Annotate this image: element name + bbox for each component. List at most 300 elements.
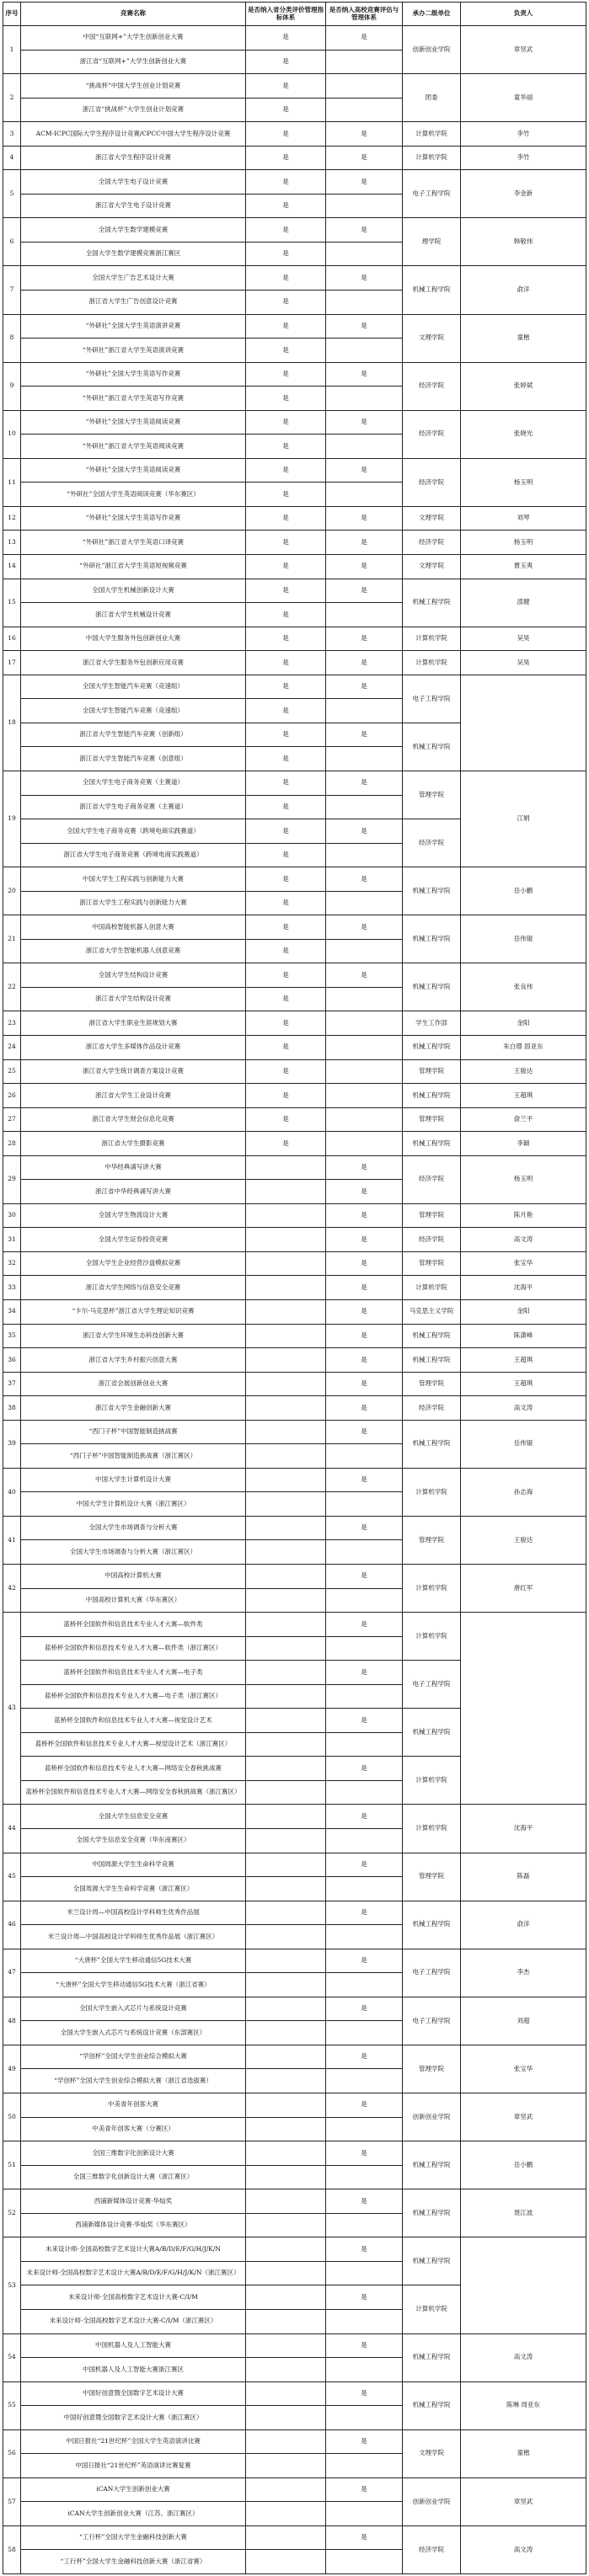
university-assessment-flag	[326, 1132, 403, 1156]
competition-name: 中华经典诵写讲大赛	[21, 1155, 246, 1180]
provincial-index-flag: 是	[246, 483, 326, 507]
table-row	[3, 1299, 586, 1324]
row-number: 15	[3, 579, 21, 627]
university-assessment-flag: 是	[326, 963, 403, 988]
owner: 杨玉明	[461, 1155, 586, 1203]
row-number: 26	[3, 1084, 21, 1108]
table-row	[3, 555, 586, 579]
host-unit: 机械工程学院	[403, 1132, 461, 1156]
owner: 李杰	[461, 1949, 586, 1997]
owner: 沈海平	[461, 1276, 586, 1300]
host-unit: 管理学院	[403, 1251, 461, 1276]
university-assessment-flag: 是	[326, 122, 403, 147]
university-assessment-flag: 是	[326, 1997, 403, 2021]
host-unit: 管理学院	[403, 2045, 461, 2093]
owner: 吴昊	[461, 651, 586, 675]
competition-name: 浙江省大学生职业生涯规划大赛	[21, 1011, 246, 1036]
university-assessment-flag	[326, 1011, 403, 1036]
table-row	[3, 1420, 586, 1444]
provincial-index-flag: 是	[246, 651, 326, 675]
host-unit: 管理学院	[403, 771, 461, 819]
table-row	[3, 266, 586, 291]
owner: 王超琪	[461, 1084, 586, 1108]
table-row	[3, 2477, 586, 2502]
university-assessment-flag	[326, 242, 403, 266]
competition-name: 全国大学生机械创新设计大赛	[21, 579, 246, 603]
owner: 俞洋	[461, 1901, 586, 1949]
table-row	[3, 1468, 586, 1492]
owner: 俞兰平	[461, 1107, 586, 1132]
owner: 高文涛	[461, 2333, 586, 2381]
host-unit: 经济学院	[403, 410, 461, 458]
table-row	[3, 1155, 586, 1180]
competition-name: 中国日报社“21世纪杯”英语演讲比赛复赛	[21, 2454, 246, 2478]
competition-name: 浙江省“挑战杯”大学生创业计划竞赛	[21, 98, 246, 122]
provincial-index-flag	[246, 2093, 326, 2118]
provincial-index-flag: 是	[246, 435, 326, 459]
competition-name: 全国大学生信息安全竞赛（华东南赛区）	[21, 1829, 246, 1853]
provincial-index-flag: 是	[246, 1084, 326, 1108]
provincial-index-flag	[246, 1444, 326, 1469]
provincial-index-flag	[246, 2454, 326, 2478]
competition-name: “外研社”全国大学生英语写作竞赛	[21, 506, 246, 531]
table-row	[3, 867, 586, 892]
university-assessment-flag	[326, 291, 403, 315]
provincial-index-flag	[246, 2429, 326, 2454]
provincial-index-flag: 是	[246, 843, 326, 867]
host-unit: 创新创业学院	[403, 26, 461, 74]
host-unit: 机械工程学院	[403, 579, 461, 627]
university-assessment-flag	[326, 2261, 403, 2285]
competition-name: “学创杯”全国大学生创业综合模拟大赛（浙江省选拔赛）	[21, 2069, 246, 2093]
provincial-index-flag	[246, 1516, 326, 1540]
university-assessment-flag	[326, 795, 403, 819]
provincial-index-flag	[246, 1180, 326, 1204]
provincial-index-flag: 是	[246, 506, 326, 531]
owner: 陈磊	[461, 1853, 586, 1901]
university-assessment-flag	[326, 1084, 403, 1108]
table-row	[3, 627, 586, 651]
row-number: 57	[3, 2477, 21, 2525]
university-assessment-flag: 是	[326, 627, 403, 651]
provincial-index-flag	[246, 1853, 326, 1877]
competition-name: 全国周源大学生生命科学竞赛（浙江赛区）	[21, 1877, 246, 1901]
university-assessment-flag: 是	[326, 2429, 403, 2454]
university-assessment-flag	[326, 2550, 403, 2574]
host-unit: 经济学院	[403, 1228, 461, 1252]
provincial-index-flag: 是	[246, 603, 326, 627]
table-row	[3, 410, 586, 435]
competition-name: iCAN大学生创新创业大赛（江苏、浙江赛区）	[21, 2502, 246, 2526]
provincial-index-flag: 是	[246, 218, 326, 243]
row-number: 34	[3, 1299, 21, 1324]
competition-name: 中国“互联网+”大学生创新创业大赛	[21, 26, 246, 51]
host-unit: 机械工程学院	[403, 723, 461, 771]
university-assessment-flag: 是	[326, 1251, 403, 1276]
host-unit: 管理学院	[403, 1853, 461, 1901]
university-assessment-flag	[326, 339, 403, 363]
owner: 沈海平	[461, 1805, 586, 1853]
university-assessment-flag: 是	[326, 555, 403, 579]
host-unit: 管理学院	[403, 1516, 461, 1564]
host-unit: 机械工程学院	[403, 1901, 461, 1949]
university-assessment-flag	[326, 2454, 403, 2478]
university-assessment-flag: 是	[326, 819, 403, 844]
host-unit: 经济学院	[403, 458, 461, 506]
host-unit: 计算机学院	[403, 146, 461, 170]
host-unit: 电子工程学院	[403, 1661, 461, 1709]
competition-name: 全国大学生物流设计大赛	[21, 1203, 246, 1228]
university-assessment-flag: 是	[326, 579, 403, 603]
competition-name: 中美青年创客大赛	[21, 2093, 246, 2118]
university-assessment-flag	[326, 843, 403, 867]
header-owner: 负责人	[461, 3, 586, 26]
provincial-index-flag: 是	[246, 963, 326, 988]
provincial-index-flag	[246, 1372, 326, 1396]
university-assessment-flag	[326, 2021, 403, 2045]
owner: 曹玉爽	[461, 555, 586, 579]
table-row	[3, 1805, 586, 1829]
competition-name: 全国大学生数学建模竞赛浙江赛区	[21, 242, 246, 266]
university-assessment-flag: 是	[326, 362, 403, 387]
provincial-index-flag	[246, 1420, 326, 1444]
table-row	[3, 1251, 586, 1276]
provincial-index-flag: 是	[246, 675, 326, 699]
row-number: 40	[3, 1468, 21, 1516]
provincial-index-flag: 是	[246, 1059, 326, 1084]
university-assessment-flag	[326, 603, 403, 627]
row-number: 12	[3, 506, 21, 531]
competition-name: “大唐杯”全国大学生移动通信5G技术大赛（浙江省赛）	[21, 1973, 246, 1997]
provincial-index-flag	[246, 2021, 326, 2045]
table-row	[3, 1949, 586, 1973]
provincial-index-flag: 是	[246, 74, 326, 99]
competition-name: 西浦新媒体设计竞赛·华灿奖	[21, 2189, 246, 2214]
competition-name: 蓝桥杯全国软件和信息技术专业人才大赛—电子类	[21, 1661, 246, 1685]
owner: 章坚武	[461, 26, 586, 74]
table-row	[3, 1035, 586, 1059]
university-assessment-flag: 是	[326, 506, 403, 531]
owner: 童华丽	[461, 74, 586, 122]
host-unit: 机械工程学院	[403, 1348, 461, 1373]
host-unit: 机械工程学院	[403, 2381, 461, 2429]
university-assessment-flag	[326, 1636, 403, 1661]
competition-name: 全国三维数字化创新设计大赛	[21, 2141, 246, 2166]
row-number: 31	[3, 1228, 21, 1252]
owner: 韩敬伟	[461, 218, 586, 266]
table-row	[3, 74, 586, 99]
host-unit: 电子工程学院	[403, 170, 461, 218]
competition-name: 蓝桥杯全国软件和信息技术专业人才大赛—网络安全春秋挑战赛	[21, 1757, 246, 1781]
host-unit: 计算机学院	[403, 1613, 461, 1661]
competition-name: 中国高校计算机大赛（华东赛区）	[21, 1588, 246, 1613]
competition-name: “大唐杯”全国大学生移动通信5G技术大赛	[21, 1949, 246, 1973]
table-row	[3, 1228, 586, 1252]
table-row	[3, 1997, 586, 2021]
table-row	[3, 1613, 586, 1637]
owner: 童楷	[461, 2429, 586, 2477]
table-body	[3, 26, 586, 2574]
university-assessment-flag	[326, 1973, 403, 1997]
host-unit: 经济学院	[403, 1396, 461, 1421]
provincial-index-flag	[246, 2358, 326, 2382]
competition-name: 浙江省大学生工业设计竞赛	[21, 1084, 246, 1108]
host-unit: 机械工程学院	[403, 2189, 461, 2237]
table-row	[3, 675, 586, 699]
provincial-index-flag	[246, 2502, 326, 2526]
provincial-index-flag: 是	[246, 410, 326, 435]
competition-name: 浙江省中华经典诵写讲大赛	[21, 1180, 246, 1204]
host-unit: 文理学院	[403, 506, 461, 531]
competition-name: “外研社”浙江省大学生英语短视频竞赛	[21, 555, 246, 579]
host-unit: 经济学院	[403, 1155, 461, 1203]
university-assessment-flag: 是	[326, 2189, 403, 2214]
row-number: 56	[3, 2429, 21, 2477]
provincial-index-flag: 是	[246, 291, 326, 315]
competition-name: 蓝桥杯全国软件和信息技术专业人才大赛—网络安全春秋挑战赛（浙江赛区）	[21, 1780, 246, 1805]
university-assessment-flag: 是	[326, 314, 403, 339]
provincial-index-flag	[246, 2189, 326, 2214]
provincial-index-flag	[246, 2381, 326, 2406]
university-assessment-flag: 是	[326, 2477, 403, 2502]
host-unit: 理学院	[403, 218, 461, 266]
competition-name: “西门子杯”中国智能制造挑战赛	[21, 1420, 246, 1444]
university-assessment-flag: 是	[326, 1324, 403, 1348]
table-row	[3, 2525, 586, 2550]
owner: 岳小鹏	[461, 867, 586, 915]
provincial-index-flag	[246, 1949, 326, 1973]
provincial-index-flag: 是	[246, 387, 326, 411]
university-assessment-flag	[326, 2213, 403, 2237]
competition-name: 中美青年创客大赛（分赛区）	[21, 2117, 246, 2141]
university-assessment-flag	[326, 483, 403, 507]
row-number: 48	[3, 1997, 21, 2045]
row-number: 14	[3, 555, 21, 579]
university-assessment-flag: 是	[326, 26, 403, 51]
provincial-index-flag: 是	[246, 50, 326, 74]
university-assessment-flag: 是	[326, 651, 403, 675]
row-number: 20	[3, 867, 21, 915]
university-assessment-flag	[326, 1829, 403, 1853]
owner: 王超琪	[461, 1348, 586, 1373]
table-row	[3, 915, 586, 940]
owner: 章坚武	[461, 2093, 586, 2141]
provincial-index-flag	[246, 1925, 326, 1949]
table-header-row	[3, 3, 586, 26]
owner: 高文涛	[461, 2525, 586, 2573]
owner: 岳伟锟	[461, 1420, 586, 1468]
university-assessment-flag	[326, 1492, 403, 1517]
host-unit: 计算机学院	[403, 1805, 461, 1853]
competition-name: “外研社”浙江省大学生英语写作竞赛	[21, 387, 246, 411]
row-number: 58	[3, 2525, 21, 2573]
table-row	[3, 26, 586, 51]
host-unit: 管理学院	[403, 1059, 461, 1084]
table-row	[3, 218, 586, 243]
provincial-index-flag	[246, 1588, 326, 1613]
competition-table	[3, 2, 586, 2574]
competition-name: 全国三维数字化创新设计大赛（浙江赛区）	[21, 2165, 246, 2189]
university-assessment-flag	[326, 747, 403, 771]
competition-name: 全国大学生智能汽车竞赛（竞速组）	[21, 675, 246, 699]
competition-name: 浙江省大学生摄影竞赛	[21, 1132, 246, 1156]
provincial-index-flag	[246, 1276, 326, 1300]
competition-name: 中国日报社“21世纪杯”全国大学生英语演讲比赛	[21, 2429, 246, 2454]
competition-name: 浙江省大学生智能机器人创意竞赛	[21, 939, 246, 963]
table-row	[3, 1059, 586, 1084]
university-assessment-flag: 是	[326, 1757, 403, 1781]
row-number: 18	[3, 675, 21, 771]
owner: 张良伟	[461, 963, 586, 1011]
university-assessment-flag: 是	[326, 2237, 403, 2262]
row-number: 55	[3, 2381, 21, 2429]
owner: 刘超	[461, 1997, 586, 2045]
table-row	[3, 1348, 586, 1373]
table-row	[3, 1396, 586, 1421]
row-number: 23	[3, 1011, 21, 1036]
row-number: 5	[3, 170, 21, 218]
university-assessment-flag: 是	[326, 2141, 403, 2166]
university-assessment-flag: 是	[326, 266, 403, 291]
table-row	[3, 1084, 586, 1108]
host-unit: 计算机学院	[403, 2285, 461, 2333]
provincial-index-flag	[246, 2213, 326, 2237]
row-number: 52	[3, 2189, 21, 2237]
university-assessment-flag	[326, 1732, 403, 1757]
provincial-index-flag: 是	[246, 531, 326, 555]
provincial-index-flag: 是	[246, 122, 326, 147]
university-assessment-flag: 是	[326, 2525, 403, 2550]
owner: 聂江波	[461, 2189, 586, 2237]
host-unit: 计算机学院	[403, 627, 461, 651]
host-unit: 机械工程学院	[403, 1324, 461, 1348]
provincial-index-flag	[246, 1709, 326, 1733]
owner: 张婷斌	[461, 362, 586, 410]
competition-name: 蓝桥杯全国软件和信息技术专业人才大赛—软件类（浙江赛区）	[21, 1636, 246, 1661]
university-assessment-flag	[326, 891, 403, 915]
table-row	[3, 1901, 586, 1925]
competition-name: 中国大学生计算机设计大赛	[21, 1468, 246, 1492]
competition-name: 浙江省大学生电子商务竞赛（跨境电商实践赛道）	[21, 843, 246, 867]
row-number: 43	[3, 1613, 21, 1805]
owner: 岳伟锟	[461, 915, 586, 963]
university-assessment-flag	[326, 1588, 403, 1613]
owner: 俞洋	[461, 266, 586, 314]
row-number: 28	[3, 1132, 21, 1156]
provincial-index-flag: 是	[246, 867, 326, 892]
host-unit: 文理学院	[403, 2429, 461, 2477]
university-assessment-flag	[326, 98, 403, 122]
university-assessment-flag	[326, 2309, 403, 2333]
row-number: 9	[3, 362, 21, 410]
table-row	[3, 1203, 586, 1228]
row-number: 21	[3, 915, 21, 963]
provincial-index-flag: 是	[246, 170, 326, 195]
owner: 高文涛	[461, 1228, 586, 1252]
host-unit: 计算机学院	[403, 1276, 461, 1300]
competition-name: 浙江省大学生电子设计竞赛	[21, 194, 246, 218]
university-assessment-flag	[326, 435, 403, 459]
competition-name: 浙江省大学生广告创意设计竞赛	[21, 291, 246, 315]
owner: 王骏达	[461, 1059, 586, 1084]
provincial-index-flag: 是	[246, 939, 326, 963]
table-row	[3, 1011, 586, 1036]
host-unit: 经济学院	[403, 362, 461, 410]
table-row	[3, 2045, 586, 2069]
competition-name: “工行杯”全国大学生金融科技创新大赛（浙江省赛）	[21, 2550, 246, 2574]
provincial-index-flag	[246, 2477, 326, 2502]
provincial-index-flag	[246, 1829, 326, 1853]
provincial-index-flag	[246, 1155, 326, 1180]
table-row	[3, 579, 586, 603]
competition-name: iCAN大学生创新创业大赛	[21, 2477, 246, 2502]
competition-name: 未来设计师·全国高校数字艺术设计大赛A/B/D/E/F/G/H/J/K/N（浙江赛区）	[21, 2261, 246, 2285]
competition-name: 未来设计师·全国高校数字艺术设计大赛-C/I/M	[21, 2285, 246, 2310]
row-number: 27	[3, 1107, 21, 1132]
provincial-index-flag	[246, 2261, 326, 2285]
university-assessment-flag: 是	[326, 218, 403, 243]
table-row	[3, 1853, 586, 1877]
competition-name: “外研社”浙江省大学生英语阅读竞赛	[21, 435, 246, 459]
table-row	[3, 771, 586, 795]
competition-name: 米兰设计周—中国高校设计学科师生优秀作品展	[21, 1901, 246, 1925]
university-assessment-flag	[326, 2406, 403, 2430]
provincial-index-flag	[246, 1251, 326, 1276]
header-no: 序号	[3, 3, 21, 26]
provincial-index-flag: 是	[246, 555, 326, 579]
provincial-index-flag	[246, 2525, 326, 2550]
host-unit: 机械工程学院	[403, 2141, 461, 2189]
university-assessment-flag	[326, 1107, 403, 1132]
host-unit: 团委	[403, 74, 461, 122]
owner	[461, 2237, 586, 2333]
competition-name: 浙江省大学生财会信息化竞赛	[21, 1107, 246, 1132]
provincial-index-flag: 是	[246, 627, 326, 651]
owner: 杨玉明	[461, 531, 586, 555]
university-assessment-flag	[326, 1925, 403, 1949]
competition-name: 中国高校智能机器人创意大赛	[21, 915, 246, 940]
owner: 唐红军	[461, 1565, 586, 1613]
university-assessment-flag	[326, 194, 403, 218]
row-number: 1	[3, 26, 21, 74]
host-unit: 机械工程学院	[403, 2333, 461, 2381]
provincial-index-flag: 是	[246, 1132, 326, 1156]
competition-name: 浙江省大学生智能汽车竞赛（创新组）	[21, 723, 246, 747]
provincial-index-flag	[246, 1805, 326, 1829]
provincial-index-flag	[246, 1299, 326, 1324]
competition-name: 蓝桥杯全国软件和信息技术专业人才大赛—软件类	[21, 1613, 246, 1637]
provincial-index-flag	[246, 2309, 326, 2333]
university-assessment-flag: 是	[326, 1155, 403, 1180]
provincial-index-flag: 是	[246, 194, 326, 218]
owner: 张晓光	[461, 410, 586, 458]
owner: 岳小鹏	[461, 2141, 586, 2189]
competition-name: “外研社”全国大学生英语演讲竞赛	[21, 314, 246, 339]
table-row	[3, 170, 586, 195]
provincial-index-flag	[246, 2237, 326, 2262]
owner: 童楷	[461, 314, 586, 362]
competition-name: 全国大学生证券投资竞赛	[21, 1228, 246, 1252]
competition-name: “外研社”浙江省大学生英语演讲竞赛	[21, 339, 246, 363]
provincial-index-flag	[246, 2333, 326, 2358]
university-assessment-flag	[326, 699, 403, 723]
row-number: 30	[3, 1203, 21, 1228]
row-number: 8	[3, 314, 21, 362]
owner: 刘琴	[461, 506, 586, 531]
owner: 杨玉明	[461, 458, 586, 506]
university-assessment-flag: 是	[326, 1420, 403, 1444]
owner: 李金新	[461, 170, 586, 218]
